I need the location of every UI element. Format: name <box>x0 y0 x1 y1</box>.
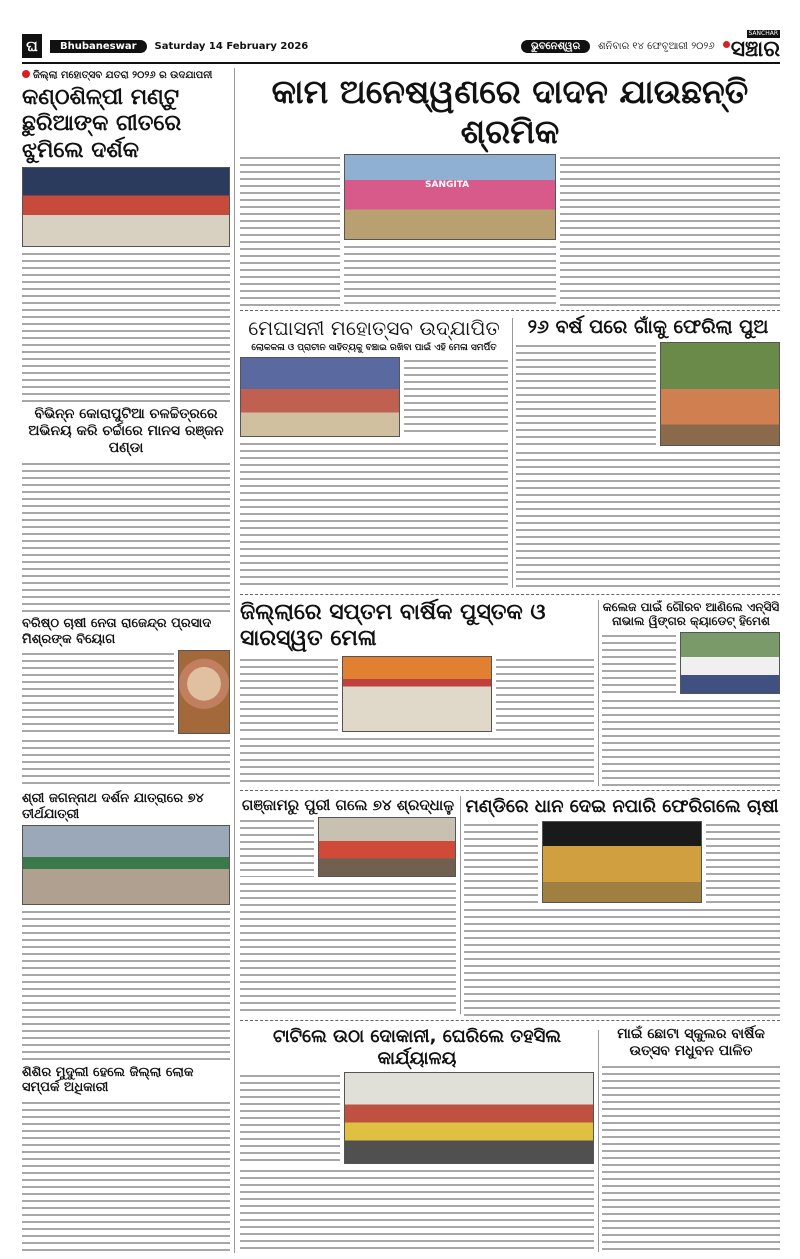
story-main <box>240 72 780 306</box>
headline-ncc: କଲେଜ ପାଇଁ ଗୌରବ ଆଣିଲେ ଏନ୍‌ସିସି ନାଭାଲ ୱିଙ୍ଗର କ୍ୟାଡେଟ୍ ହିମେଶ <box>602 600 780 629</box>
story-ncc <box>602 600 780 786</box>
divider <box>240 790 780 791</box>
masthead <box>22 30 780 64</box>
divider <box>240 1020 780 1021</box>
column-divider <box>598 1030 599 1252</box>
headline-school: ମାଇଁ ଛୋଟା ସ୍କୁଲର ବାର୍ଷିକ ଉତ୍ସବ ମଧୁବନ ପାଳିତ <box>602 1026 780 1060</box>
headline-main: କାମ ଅନେଷ୍ୱଣରେ ଦାଦନ ଯାଉଛନ୍ତି ଶ୍ରମିକ <box>240 72 780 151</box>
headline-obit: ବରିଷ୍ଠ ଚାଷୀ ନେତା ରାଜେନ୍ଦ୍ର ପ୍ରସାଦ ମିଶ୍ରଙ୍କ ବିୟୋଗ <box>22 616 230 647</box>
photo-ncc-cadet <box>680 632 780 694</box>
body-text <box>240 1167 594 1252</box>
photo-paddy-mandi <box>542 821 702 903</box>
story-school <box>602 1026 780 1252</box>
story-son <box>516 316 780 590</box>
body-text <box>240 656 338 732</box>
city-en: Bhubaneswar <box>50 40 147 53</box>
story-paddy <box>464 796 780 1016</box>
body-text <box>240 1072 340 1164</box>
body-text <box>240 154 340 306</box>
column-divider <box>460 796 461 1014</box>
body-text <box>240 817 314 877</box>
body-text <box>240 440 508 590</box>
body-text <box>560 154 780 306</box>
body-text <box>496 656 594 732</box>
body-text <box>344 243 556 306</box>
divider <box>240 310 780 311</box>
photo-singer <box>22 167 230 247</box>
body-text <box>602 1063 780 1252</box>
column-divider <box>234 68 235 1253</box>
headline-vendors: ଟାଟିଲେ ଉଠା ଦୋକାନୀ, ଘେରିଲେ ତହସିଲ କାର୍ଯ୍ୟାଳୟ <box>240 1026 594 1069</box>
body-text <box>602 697 780 786</box>
photo-bookfair-dignitaries <box>342 656 492 732</box>
headline-festival: ମେଘାସନୀ ମହୋତ୍ସବ ଉଦ୍‌ଯାପିତ <box>240 316 508 340</box>
bus-label: SANGITA <box>425 180 470 191</box>
body-text <box>464 821 538 903</box>
body-text <box>240 880 456 1016</box>
headline-puri: ଗଞ୍ଜାମରୁ ପୁରୀ ଗଲେ ୭୪ ଶ୍ରଦ୍ଧାଳୁ <box>241 796 455 814</box>
body-text <box>240 735 594 786</box>
body-text <box>22 1099 230 1252</box>
column-divider <box>512 318 513 588</box>
story-puri <box>240 796 456 1016</box>
bullet-icon <box>22 70 30 78</box>
date-en: Saturday 14 February 2026 <box>154 40 309 52</box>
body-text <box>22 250 230 403</box>
headline-bookfair: ଜିଲ୍ଲାରେ ସପ୍ତମ ବାର୍ଷିକ ପୁସ୍ତକ ଓ ସାରସ୍ୱତ ମେଳା <box>240 600 594 653</box>
story-bookfair <box>240 600 594 786</box>
headline-yatra: ଶ୍ରୀ ଜଗନ୍ନାଥ ଦର୍ଶନ ଯାତ୍ରାରେ ୭୪ ତୀର୍ଥଯାତ୍ରୀ <box>22 791 230 822</box>
story-vendors <box>240 1026 594 1252</box>
headline-paddy: ମଣ୍ଡିରେ ଧାନ ଦେଇ ନପାରି ଫେରିଗଲେ ଚାଷୀ <box>465 796 779 817</box>
logo-text: ସଞ୍ଚାର <box>730 37 780 62</box>
photo-puri-devotees <box>318 817 456 877</box>
body-text <box>516 449 780 590</box>
story-festival <box>240 316 508 590</box>
date-or: ଶନିବାର ୧୪ ଫେବୃଆରୀ ୨୦୨୬ <box>598 40 715 52</box>
logo <box>723 30 780 62</box>
headline-lead-left: କଣ୍ଠଶିଳ୍ପୀ ମଣ୍ଟୁ ଛୁରିଆଙ୍କ ଗୀତରେ ଝୁମିଲେ ଦର୍ଶକ <box>22 85 230 164</box>
logo-dot <box>723 41 730 48</box>
photo-pilgrims <box>22 825 230 905</box>
lead-kicker: ଜିଲ୍ଲା ମହୋତ୍ସବ ଯତରା ୨୦୨୬ ର ଉଦଯାପନୀ <box>22 70 230 82</box>
logo-small: SANCHAR <box>748 30 778 37</box>
headline-actor: ବିଭିନ୍ନ କୋରାପୁଟିଆ ଚଳଚ୍ଚିତ୍ରରେ ଅଭିନୟ କରି ଚର୍ଚ୍ଚାରେ ମାନସ ରଞ୍ଜନ ପଣ୍ଡା <box>22 406 230 456</box>
body-text <box>706 821 780 903</box>
subhead-festival: ଲୋକକଳା ଓ ପ୍ରାଚୀନ ସାହିତ୍ୟକୁ ବଞ୍ଚାଇ ରଖିବା ପାଇଁ ଏହି ମେଳା ସମର୍ପିତ <box>240 343 508 354</box>
left-column <box>22 70 230 1252</box>
photo-migrant-workers-bus <box>344 154 556 240</box>
headline-pro: ଶିଶିର ମୁଦୁଲୀ ହେଲେ ଜିଲ୍ଲା ଲୋକ ସମ୍ପର୍କ ଅଧିକାରୀ <box>22 1065 230 1096</box>
city-or: ଭୁବନେଶ୍ୱର <box>521 40 590 53</box>
body-text <box>602 632 676 694</box>
body-text <box>404 357 508 437</box>
body-text <box>464 906 780 1016</box>
body-text <box>22 737 230 788</box>
photo-festival-stage <box>240 357 400 437</box>
photo-vendors-protest <box>344 1072 594 1164</box>
photo-returned-son <box>660 342 780 446</box>
photo-obituary-portrait <box>178 650 230 734</box>
body-text <box>516 342 656 446</box>
body-text <box>22 908 230 1061</box>
column-divider <box>598 600 599 786</box>
page-letter: ଘ <box>22 34 42 58</box>
body-text <box>22 460 230 613</box>
headline-son: ୨୬ ବର୍ଷ ପରେ ଗାଁକୁ ଫେରିଲା ପୁଅ <box>516 316 780 339</box>
body-text <box>22 650 174 734</box>
divider <box>240 594 780 595</box>
